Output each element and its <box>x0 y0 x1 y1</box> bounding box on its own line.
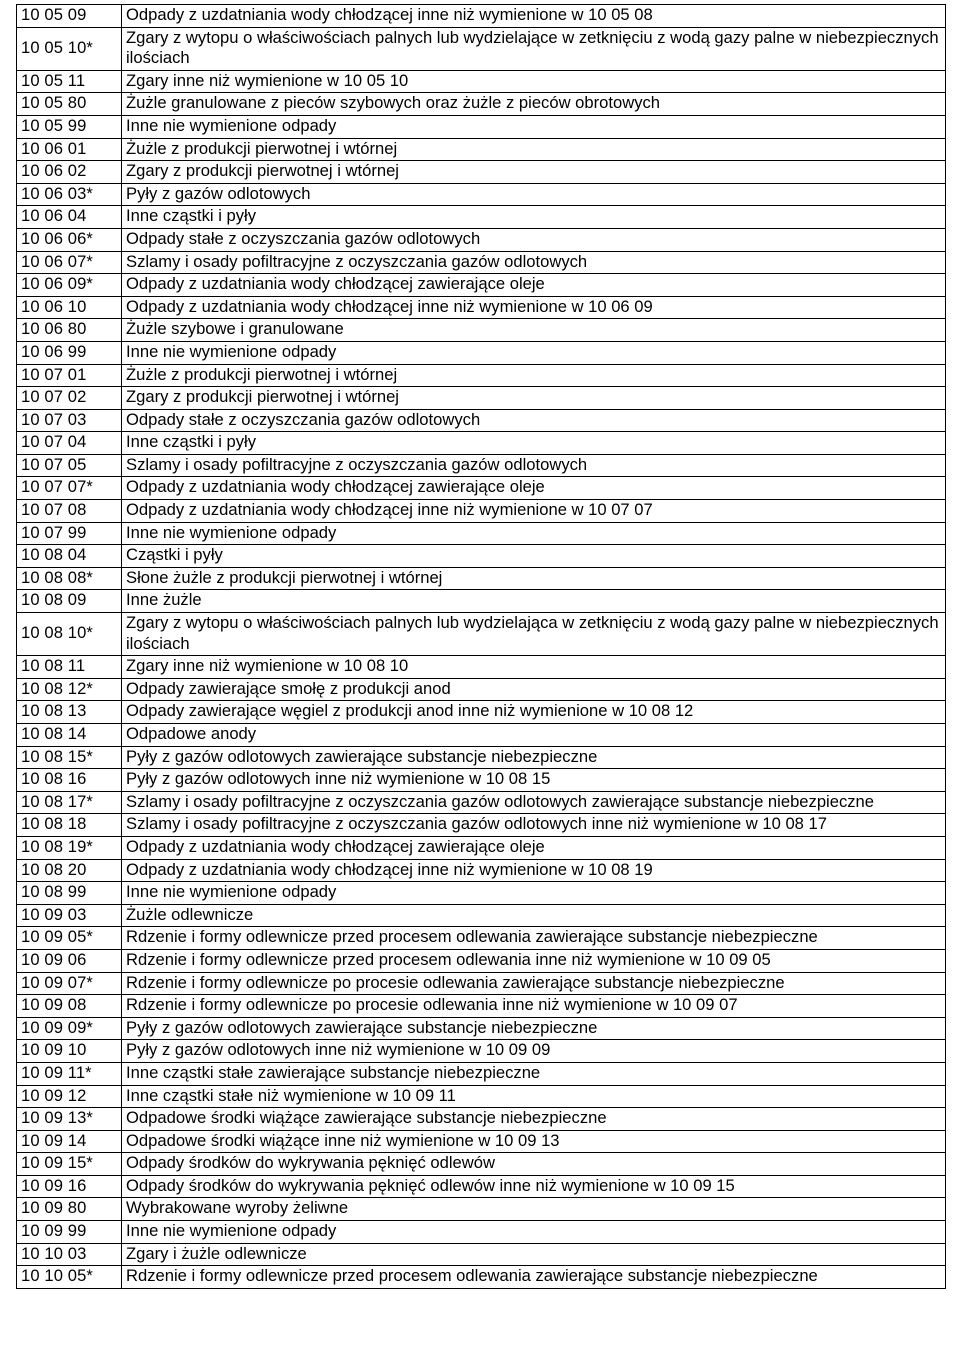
waste-description-cell: Wybrakowane wyroby żeliwne <box>122 1198 946 1221</box>
table-row <box>17 882 946 905</box>
waste-code-cell: 10 09 11* <box>17 1062 122 1085</box>
waste-code-cell: 10 08 17* <box>17 791 122 814</box>
waste-code-cell: 10 09 05* <box>17 927 122 950</box>
waste-code-cell: 10 08 18 <box>17 814 122 837</box>
waste-description-cell: Rdzenie i formy odlewnicze przed procesem odlewania zawierające substancje niebezpieczne <box>122 1266 946 1289</box>
table-row <box>17 567 946 590</box>
table-row <box>17 477 946 500</box>
table-row <box>17 454 946 477</box>
table-row <box>17 1017 946 1040</box>
table-row <box>17 1153 946 1176</box>
waste-description-cell: Zgary z wytopu o właściwościach palnych lub wydzielające w zetknięciu z wodą gazy palne w niebezpiecznych ilościach <box>122 27 946 70</box>
table-row <box>17 1040 946 1063</box>
waste-description-cell: Zgary inne niż wymienione w 10 08 10 <box>122 656 946 679</box>
waste-code-cell: 10 09 15* <box>17 1153 122 1176</box>
waste-code-cell: 10 08 10* <box>17 613 122 656</box>
waste-description-cell: Odpady z uzdatniania wody chłodzącej inne niż wymienione w 10 08 19 <box>122 859 946 882</box>
waste-description-cell: Rdzenie i formy odlewnicze po procesie odlewania inne niż wymienione w 10 09 07 <box>122 995 946 1018</box>
waste-code-cell: 10 07 02 <box>17 387 122 410</box>
waste-description-cell: Inne cząstki i pyły <box>122 206 946 229</box>
table-row <box>17 93 946 116</box>
waste-description-cell: Zgary z produkcji pierwotnej i wtórnej <box>122 387 946 410</box>
table-row <box>17 927 946 950</box>
table-row <box>17 972 946 995</box>
waste-description-cell: Pyły z gazów odlotowych zawierające substancje niebezpieczne <box>122 1017 946 1040</box>
waste-code-cell: 10 07 05 <box>17 454 122 477</box>
waste-description-cell: Rdzenie i formy odlewnicze przed procesem odlewania inne niż wymienione w 10 09 05 <box>122 949 946 972</box>
waste-code-cell: 10 10 03 <box>17 1243 122 1266</box>
table-row <box>17 364 946 387</box>
waste-code-cell: 10 08 20 <box>17 859 122 882</box>
waste-description-cell: Szlamy i osady pofiltracyjne z oczyszczania gazów odlotowych inne niż wymienione w 10 08 17 <box>122 814 946 837</box>
table-row <box>17 995 946 1018</box>
table-row <box>17 1062 946 1085</box>
waste-description-cell: Pyły z gazów odlotowych zawierające substancje niebezpieczne <box>122 746 946 769</box>
waste-description-cell: Żużle z produkcji pierwotnej i wtórnej <box>122 364 946 387</box>
waste-description-cell: Inne nie wymienione odpady <box>122 1221 946 1244</box>
waste-description-cell: Szlamy i osady pofiltracyjne z oczyszczania gazów odlotowych zawierające substancje niebezpieczne <box>122 791 946 814</box>
waste-code-cell: 10 06 09* <box>17 274 122 297</box>
table-row <box>17 656 946 679</box>
table-row <box>17 522 946 545</box>
waste-description-cell: Odpady zawierające smołę z produkcji anod <box>122 678 946 701</box>
waste-code-cell: 10 08 15* <box>17 746 122 769</box>
table-row <box>17 409 946 432</box>
waste-code-cell: 10 06 10 <box>17 296 122 319</box>
table-row <box>17 1221 946 1244</box>
table-row <box>17 545 946 568</box>
waste-description-cell: Inne nie wymienione odpady <box>122 882 946 905</box>
table-row <box>17 1130 946 1153</box>
waste-description-cell: Odpady z uzdatniania wody chłodzącej zawierające oleje <box>122 274 946 297</box>
waste-code-cell: 10 09 06 <box>17 949 122 972</box>
waste-code-cell: 10 06 03* <box>17 183 122 206</box>
table-row <box>17 1266 946 1289</box>
waste-code-cell: 10 09 08 <box>17 995 122 1018</box>
waste-description-cell: Szlamy i osady pofiltracyjne z oczyszczania gazów odlotowych <box>122 251 946 274</box>
waste-description-cell: Szlamy i osady pofiltracyjne z oczyszczania gazów odlotowych <box>122 454 946 477</box>
waste-code-cell: 10 05 80 <box>17 93 122 116</box>
waste-description-cell: Żużle szybowe i granulowane <box>122 319 946 342</box>
waste-description-cell: Odpady stałe z oczyszczania gazów odlotowych <box>122 409 946 432</box>
waste-description-cell: Zgary i żużle odlewnicze <box>122 1243 946 1266</box>
waste-description-cell: Rdzenie i formy odlewnicze przed procesem odlewania zawierające substancje niebezpieczne <box>122 927 946 950</box>
waste-description-cell: Odpadowe środki wiążące inne niż wymienione w 10 09 13 <box>122 1130 946 1153</box>
waste-code-cell: 10 07 04 <box>17 432 122 455</box>
waste-code-cell: 10 06 02 <box>17 161 122 184</box>
table-row <box>17 183 946 206</box>
table-row <box>17 746 946 769</box>
waste-description-cell: Odpady z uzdatniania wody chłodzącej inne niż wymienione w 10 06 09 <box>122 296 946 319</box>
waste-code-cell: 10 09 80 <box>17 1198 122 1221</box>
waste-description-cell: Pyły z gazów odlotowych inne niż wymienione w 10 09 09 <box>122 1040 946 1063</box>
waste-description-cell: Inne cząstki stałe niż wymienione w 10 09 11 <box>122 1085 946 1108</box>
waste-code-cell: 10 09 16 <box>17 1175 122 1198</box>
waste-code-cell: 10 05 10* <box>17 27 122 70</box>
waste-description-cell: Rdzenie i formy odlewnicze po procesie odlewania zawierające substancje niebezpieczne <box>122 972 946 995</box>
waste-code-cell: 10 08 04 <box>17 545 122 568</box>
waste-code-cell: 10 06 06* <box>17 228 122 251</box>
waste-code-cell: 10 08 11 <box>17 656 122 679</box>
waste-code-cell: 10 09 99 <box>17 1221 122 1244</box>
waste-code-cell: 10 06 80 <box>17 319 122 342</box>
table-row <box>17 1108 946 1131</box>
waste-description-cell: Żużle odlewnicze <box>122 904 946 927</box>
table-row <box>17 1175 946 1198</box>
waste-code-cell: 10 05 11 <box>17 70 122 93</box>
waste-code-cell: 10 06 04 <box>17 206 122 229</box>
table-row <box>17 115 946 138</box>
waste-description-cell: Żużle z produkcji pierwotnej i wtórnej <box>122 138 946 161</box>
table-row <box>17 500 946 523</box>
waste-description-cell: Zgary z produkcji pierwotnej i wtórnej <box>122 161 946 184</box>
waste-code-cell: 10 09 03 <box>17 904 122 927</box>
waste-code-cell: 10 09 07* <box>17 972 122 995</box>
table-row <box>17 904 946 927</box>
waste-description-cell: Odpadowe anody <box>122 724 946 747</box>
waste-description-cell: Inne nie wymienione odpady <box>122 341 946 364</box>
waste-code-cell: 10 10 05* <box>17 1266 122 1289</box>
waste-code-cell: 10 09 12 <box>17 1085 122 1108</box>
table-row <box>17 161 946 184</box>
table-row <box>17 5 946 28</box>
waste-description-cell: Odpady środków do wykrywania pęknięć odlewów <box>122 1153 946 1176</box>
waste-description-cell: Zgary z wytopu o właściwościach palnych lub wydzielająca w zetknięciu z wodą gazy palne w niebezpiecznych ilościach <box>122 613 946 656</box>
waste-description-cell: Żużle granulowane z pieców szybowych oraz żużle z pieców obrotowych <box>122 93 946 116</box>
waste-code-cell: 10 08 99 <box>17 882 122 905</box>
waste-description-cell: Pyły z gazów odlotowych <box>122 183 946 206</box>
table-row <box>17 341 946 364</box>
waste-description-cell: Odpady z uzdatniania wody chłodzącej inne niż wymienione w 10 05 08 <box>122 5 946 28</box>
waste-description-cell: Inne cząstki i pyły <box>122 432 946 455</box>
table-row <box>17 432 946 455</box>
waste-code-cell: 10 08 14 <box>17 724 122 747</box>
waste-code-cell: 10 09 10 <box>17 1040 122 1063</box>
waste-code-cell: 10 05 99 <box>17 115 122 138</box>
table-row <box>17 701 946 724</box>
table-row <box>17 791 946 814</box>
waste-code-cell: 10 09 13* <box>17 1108 122 1131</box>
table-row <box>17 1243 946 1266</box>
waste-code-table-body <box>17 5 946 1289</box>
waste-code-cell: 10 08 12* <box>17 678 122 701</box>
table-row <box>17 814 946 837</box>
table-row <box>17 949 946 972</box>
waste-code-cell: 10 08 08* <box>17 567 122 590</box>
table-row <box>17 319 946 342</box>
table-row <box>17 70 946 93</box>
waste-code-cell: 10 09 09* <box>17 1017 122 1040</box>
waste-description-cell: Pyły z gazów odlotowych inne niż wymienione w 10 08 15 <box>122 769 946 792</box>
table-row <box>17 228 946 251</box>
waste-description-cell: Inne cząstki stałe zawierające substancje niebezpieczne <box>122 1062 946 1085</box>
waste-code-cell: 10 07 99 <box>17 522 122 545</box>
waste-description-cell: Zgary inne niż wymienione w 10 05 10 <box>122 70 946 93</box>
table-row <box>17 387 946 410</box>
waste-description-cell: Odpadowe środki wiążące zawierające substancje niebezpieczne <box>122 1108 946 1131</box>
waste-code-cell: 10 08 13 <box>17 701 122 724</box>
waste-description-cell: Słone żużle z produkcji pierwotnej i wtórnej <box>122 567 946 590</box>
waste-code-cell: 10 06 07* <box>17 251 122 274</box>
waste-code-cell: 10 07 03 <box>17 409 122 432</box>
waste-code-cell: 10 08 16 <box>17 769 122 792</box>
waste-description-cell: Odpady z uzdatniania wody chłodzącej zawierające oleje <box>122 836 946 859</box>
waste-code-cell: 10 06 99 <box>17 341 122 364</box>
waste-code-cell: 10 08 09 <box>17 590 122 613</box>
waste-code-cell: 10 09 14 <box>17 1130 122 1153</box>
table-row <box>17 1198 946 1221</box>
table-row <box>17 296 946 319</box>
table-row <box>17 724 946 747</box>
waste-code-cell: 10 06 01 <box>17 138 122 161</box>
waste-code-cell: 10 07 01 <box>17 364 122 387</box>
table-row <box>17 613 946 656</box>
waste-description-cell: Inne nie wymienione odpady <box>122 115 946 138</box>
waste-code-cell: 10 08 19* <box>17 836 122 859</box>
waste-description-cell: Odpady z uzdatniania wody chłodzącej inne niż wymienione w 10 07 07 <box>122 500 946 523</box>
table-row <box>17 206 946 229</box>
table-row <box>17 251 946 274</box>
waste-description-cell: Cząstki i pyły <box>122 545 946 568</box>
waste-description-cell: Inne żużle <box>122 590 946 613</box>
table-row <box>17 836 946 859</box>
table-row <box>17 274 946 297</box>
waste-description-cell: Inne nie wymienione odpady <box>122 522 946 545</box>
table-row <box>17 590 946 613</box>
table-row <box>17 769 946 792</box>
waste-description-cell: Odpady środków do wykrywania pęknięć odlewów inne niż wymienione w 10 09 15 <box>122 1175 946 1198</box>
waste-description-cell: Odpady z uzdatniania wody chłodzącej zawierające oleje <box>122 477 946 500</box>
table-row <box>17 27 946 70</box>
table-row <box>17 678 946 701</box>
waste-description-cell: Odpady stałe z oczyszczania gazów odlotowych <box>122 228 946 251</box>
waste-description-cell: Odpady zawierające węgiel z produkcji anod inne niż wymienione w 10 08 12 <box>122 701 946 724</box>
waste-code-cell: 10 05 09 <box>17 5 122 28</box>
waste-code-cell: 10 07 08 <box>17 500 122 523</box>
table-row <box>17 859 946 882</box>
table-row <box>17 1085 946 1108</box>
table-row <box>17 138 946 161</box>
waste-code-cell: 10 07 07* <box>17 477 122 500</box>
waste-code-table <box>16 4 946 1289</box>
